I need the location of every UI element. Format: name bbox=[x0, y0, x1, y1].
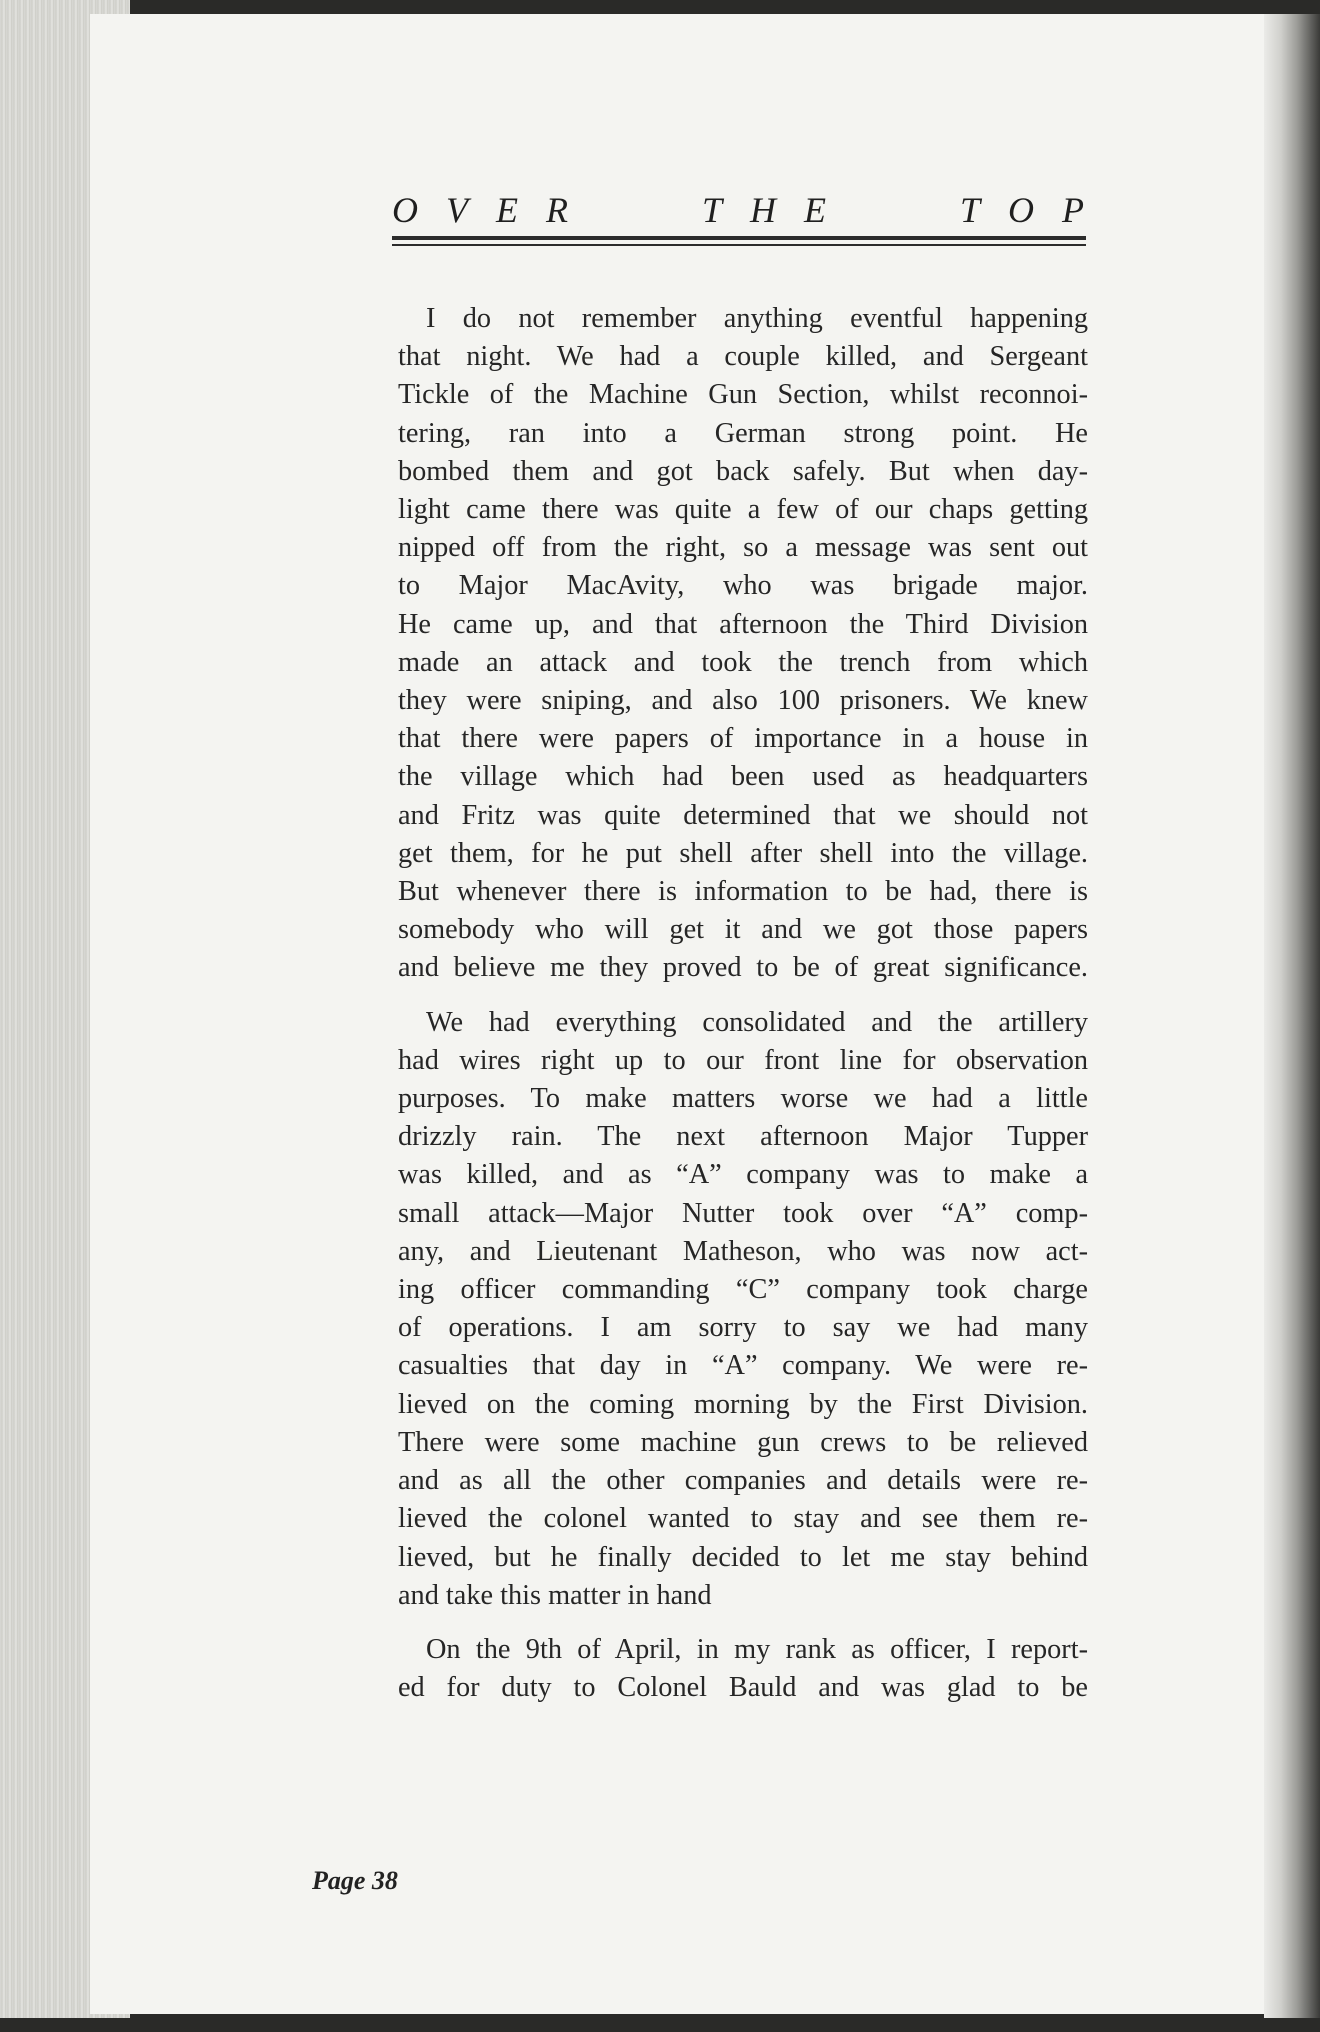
text-line: had wires right up to our front line for observation bbox=[398, 1044, 1088, 1076]
header-letter: R bbox=[546, 190, 570, 230]
paragraph-1 bbox=[398, 300, 1088, 988]
text-line: any, and Lieutenant Matheson, who was now act- bbox=[398, 1235, 1088, 1267]
text-line: But whenever there is information to be had, there is bbox=[398, 876, 1088, 908]
text-line: that there were papers of importance in a house in bbox=[398, 723, 1088, 755]
text-line: I do not remember anything eventful happening bbox=[426, 303, 1088, 334]
text-line: and Fritz was quite determined that we should not bbox=[398, 799, 1088, 831]
text-line: and take this matter in hand bbox=[398, 1579, 712, 1611]
text-line: He came up, and that afternoon the Third Division bbox=[398, 608, 1088, 640]
scan-bottom-band bbox=[0, 2018, 1320, 2032]
page-number: Page 38 bbox=[312, 1866, 398, 1895]
text-line: of operations. I am sorry to say we had many bbox=[398, 1312, 1088, 1344]
text-line: Tickle of the Machine Gun Section, whilst reconnoi- bbox=[398, 379, 1088, 411]
header-word-the bbox=[702, 189, 828, 231]
text-line: There were some machine gun crews to be relieved bbox=[398, 1426, 1088, 1458]
header-letter: H bbox=[750, 190, 778, 230]
text-line: nipped off from the right, so a message was sent out bbox=[398, 532, 1088, 564]
paragraph-2 bbox=[398, 1004, 1088, 1615]
header-letter: O bbox=[392, 190, 420, 230]
text-line: they were sniping, and also 100 prisoners. We knew bbox=[398, 685, 1088, 717]
body-text bbox=[398, 300, 1088, 1723]
header-letter: T bbox=[959, 190, 982, 230]
text-line: to Major MacAvity, who was brigade major. bbox=[398, 570, 1088, 602]
text-line: light came there was quite a few of our chaps getting bbox=[398, 494, 1088, 526]
text-line: purposes. To make matters worse we had a little bbox=[398, 1083, 1088, 1115]
header-letter: E bbox=[496, 190, 520, 230]
header-letter: O bbox=[1008, 190, 1036, 230]
header-rule-thin bbox=[392, 244, 1086, 246]
text-line: ed for duty to Colonel Bauld and was glad to be bbox=[398, 1672, 1088, 1704]
text-line: drizzly rain. The next afternoon Major Tupper bbox=[398, 1121, 1088, 1153]
text-line: bombed them and got back safely. But when day- bbox=[398, 455, 1088, 487]
header-rule-thick bbox=[392, 236, 1086, 240]
text-line: On the 9th of April, in my rank as officer, I report- bbox=[426, 1633, 1088, 1665]
text-line: that night. We had a couple killed, and Sergeant bbox=[398, 341, 1088, 373]
paragraph-3 bbox=[398, 1631, 1088, 1707]
text-line: small attack—Major Nutter took over “A” comp- bbox=[398, 1197, 1088, 1229]
header-letter: P bbox=[1062, 190, 1086, 230]
header-letter: T bbox=[701, 190, 724, 230]
text-line: somebody who will get it and we got those papers bbox=[398, 914, 1088, 946]
text-line: ing officer commanding “C” company took charge bbox=[398, 1274, 1088, 1306]
text-line: get them, for he put shell after shell into the village. bbox=[398, 837, 1088, 869]
text-line: casualties that day in “A” company. We were re- bbox=[398, 1350, 1088, 1382]
running-header bbox=[392, 188, 1086, 232]
text-line: and as all the other companies and details were re- bbox=[398, 1465, 1088, 1497]
header-letter: V bbox=[446, 190, 470, 230]
header-word-top bbox=[960, 189, 1086, 231]
header-word-over bbox=[392, 189, 570, 231]
header-letter: E bbox=[804, 190, 828, 230]
text-line: lieved, but he finally decided to let me stay behind bbox=[398, 1541, 1088, 1573]
text-line: and believe me they proved to be of great significance. bbox=[398, 952, 1088, 984]
text-line: lieved the colonel wanted to stay and see them re- bbox=[398, 1503, 1088, 1535]
text-line: We had everything consolidated and the artillery bbox=[426, 1006, 1088, 1038]
page-curve-shadow bbox=[1264, 14, 1320, 2018]
text-line: lieved on the coming morning by the First Division. bbox=[398, 1388, 1088, 1420]
text-line: made an attack and took the trench from which bbox=[398, 646, 1088, 678]
text-line: was killed, and as “A” company was to make a bbox=[398, 1159, 1088, 1191]
text-line: the village which had been used as headquarters bbox=[398, 761, 1088, 793]
text-line: tering, ran into a German strong point. He bbox=[398, 417, 1088, 449]
